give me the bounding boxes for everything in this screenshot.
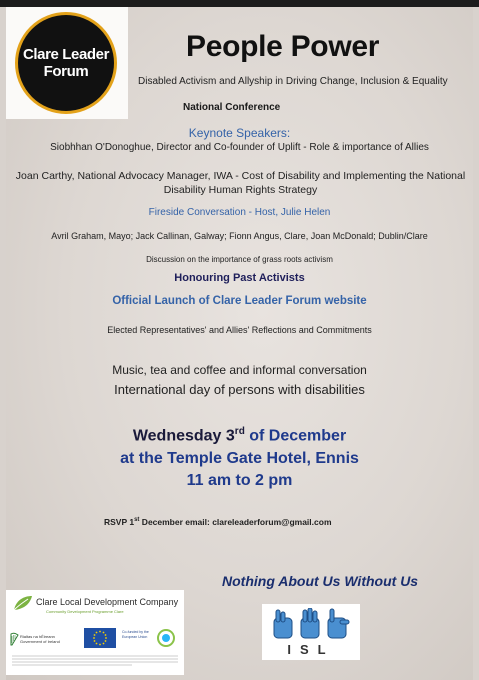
page-title: People Power [186, 30, 380, 63]
programme-logo-icon [156, 628, 176, 648]
clare-leader-forum-logo [15, 12, 117, 114]
top-dark-strip [0, 0, 479, 7]
funding-small-print-lines [12, 654, 178, 666]
event-date [6, 426, 473, 445]
fireside-conversation: Fireside Conversation - Host, Julie Helen [148, 207, 331, 218]
event-date-month: of December [244, 427, 347, 445]
event-date-day: Wednesday 3 [132, 427, 235, 445]
event-time: 11 am to 2 pm [186, 472, 293, 489]
website-launch: Official Launch of Clare Leader Forum website [112, 295, 367, 307]
discussion-topic: Discussion on the importance of grass roots activism [146, 255, 333, 264]
eu-cofunded-text [122, 630, 149, 639]
logo-panel [6, 7, 128, 119]
rsvp-suffix: st [134, 517, 140, 524]
event-venue: at the Temple Gate Hotel, Ennis [120, 450, 359, 467]
harp-icon [10, 632, 19, 646]
event-date-suffix: rd [234, 426, 245, 437]
honouring-activists: Honouring Past Activists [174, 272, 305, 284]
logo-text-line2: Forum [43, 63, 89, 80]
sign-language-hands-icon [270, 608, 352, 640]
funders-logo-panel [6, 590, 184, 675]
conference-label: National Conference [183, 102, 281, 113]
cldc-leaf-icon [12, 594, 34, 612]
gov-line-1: Rialtas na hÉireann [20, 634, 55, 639]
gov-line-2: Government of Ireland [20, 639, 60, 644]
eu-line-1: Co-funded by the [122, 630, 149, 634]
eu-line-2: European Union [122, 634, 148, 639]
rsvp-line [104, 517, 332, 527]
isl-logo [262, 604, 360, 660]
keynote-speaker-1: Siobhhan O'Donoghue, Director and Co-founder of Uplift - Role & importance of Allies [50, 142, 429, 153]
logo-text-line1: Clare Leader [22, 46, 110, 63]
keynote-heading: Keynote Speakers: [188, 126, 291, 140]
slogan: Nothing About Us Without Us [222, 573, 419, 589]
eu-flag-icon [84, 628, 116, 648]
subtitle: Disabled Activism and Allyship in Driving Change, Inclusion & Equality [138, 76, 448, 87]
rsvp-email: December email: clareleaderforum@gmail.com [139, 517, 332, 527]
cldc-title: Clare Local Development Company [36, 597, 179, 607]
keynote-speaker-2: Joan Carthy, National Advocacy Manager, IWA - Cost of Disability and Implementing the National Disability Human Rights Strategy [15, 170, 466, 196]
rsvp-prefix: RSVP 1 [104, 517, 135, 527]
cldc-subtitle: Community Development Programme Clare [46, 609, 124, 614]
government-of-ireland-text [20, 634, 60, 644]
international-day: International day of persons with disabilities [114, 382, 365, 397]
reflections: Elected Representatives' and Allies' Reflections and Commitments [107, 325, 372, 335]
panel-speakers: Avril Graham, Mayo; Jack Callinan, Galway; Fionn Angus, Clare, Joan McDonald; Dublin/Clare [51, 231, 428, 241]
isl-label: ISL [287, 642, 335, 657]
music-tea-coffee: Music, tea and coffee and informal conversation [112, 363, 367, 377]
